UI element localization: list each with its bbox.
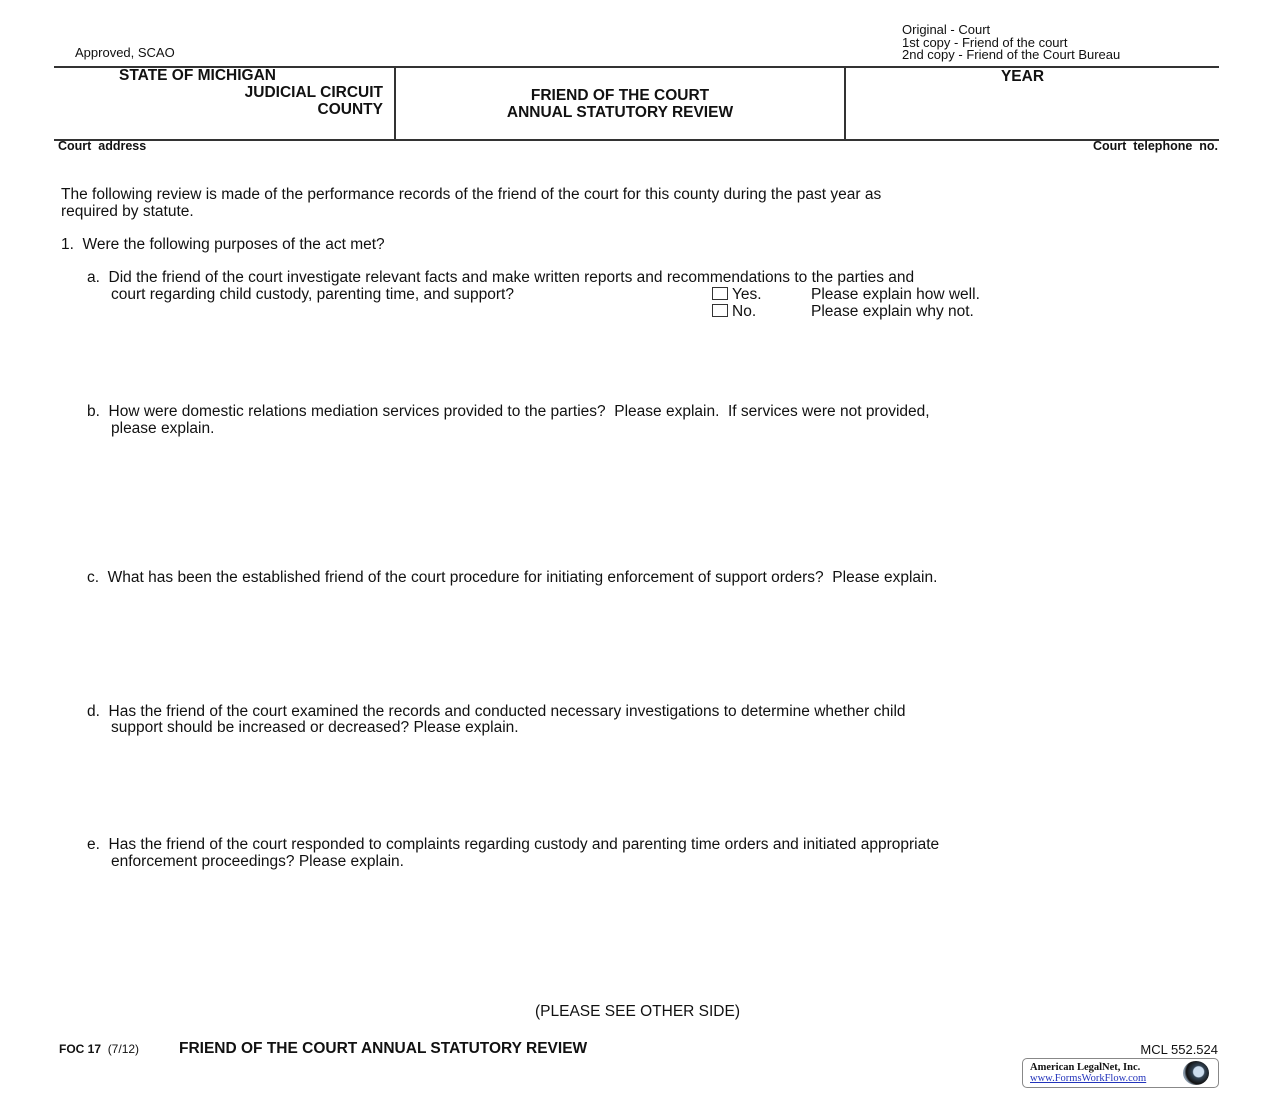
no-explain: Please explain why not. — [811, 303, 974, 320]
see-other-side: (PLEASE SEE OTHER SIDE) — [535, 1003, 740, 1020]
circuit-field[interactable]: JUDICIAL CIRCUIT — [244, 84, 383, 101]
no-label: No. — [732, 303, 757, 320]
question-d: d. Has the friend of the court examined the records and conducted necessary investigations to determine whether child — [87, 703, 906, 720]
footer-title: FRIEND OF THE COURT ANNUAL STATUTORY REVIEW — [179, 1040, 588, 1057]
court-address-field[interactable]: Court address — [58, 139, 147, 153]
mcl-reference: MCL 552.524 — [1140, 1042, 1218, 1057]
yes-label: Yes. — [732, 286, 762, 303]
yes-explain: Please explain how well. — [811, 286, 980, 303]
state-label: STATE OF MICHIGAN — [119, 67, 276, 84]
question-e: e. Has the friend of the court responded to complaints regarding custody and parenting time orders and initiated appropriate — [87, 836, 940, 853]
court-phone-field[interactable]: Court telephone no. — [1093, 139, 1218, 153]
legalnet-logo[interactable] — [1022, 1058, 1219, 1088]
question-b: b. How were domestic relations mediation services provided to the parties? Please explain. If services were not provided, — [87, 403, 930, 420]
title-line: FRIEND OF THE COURT — [530, 87, 710, 104]
copy-line: 2nd copy - Friend of the Court Bureau — [902, 47, 1121, 62]
question-d: support should be increased or decreased? Please explain. — [111, 719, 519, 736]
copy-line: 1st copy - Friend of the court — [902, 34, 1068, 50]
year-field[interactable]: YEAR — [1000, 68, 1045, 85]
intro-text: The following review is made of the performance records of the friend of the court for this county during the past year as — [61, 186, 882, 203]
logo-name: American LegalNet, Inc. — [1030, 1062, 1141, 1073]
form-number — [59, 1042, 139, 1056]
question-b: please explain. — [111, 420, 215, 437]
approved-label: Approved, SCAO — [75, 45, 175, 60]
question-a: a. Did the friend of the court investigate relevant facts and make written reports and recommendations to the parties and — [87, 269, 915, 286]
copy-line: Original - Court — [902, 22, 991, 37]
question-1: 1. Were the following purposes of the act met? — [61, 236, 385, 253]
intro-text: required by statute. — [61, 203, 194, 220]
form-title — [395, 87, 845, 121]
logo-url[interactable]: www.FormsWorkFlow.com — [1030, 1073, 1147, 1084]
title-line: ANNUAL STATUTORY REVIEW — [506, 104, 734, 121]
checkbox[interactable] — [712, 287, 728, 300]
copy-distribution — [902, 24, 1120, 62]
yes-checkbox[interactable] — [712, 286, 762, 304]
question-e: enforcement proceedings? Please explain. — [111, 853, 404, 870]
checkbox[interactable] — [712, 304, 728, 317]
globe-icon — [1183, 1061, 1209, 1085]
question-c: c. What has been the established friend of the court procedure for initiating enforcement of support orders? Please explain. — [87, 569, 938, 586]
form-revision: (7/12) — [107, 1042, 140, 1056]
form-id: FOC 17 — [59, 1042, 102, 1056]
county-field[interactable]: COUNTY — [317, 101, 383, 118]
no-checkbox[interactable] — [712, 303, 756, 321]
question-a: court regarding child custody, parenting time, and support? — [111, 286, 514, 303]
divider — [54, 139, 1219, 141]
